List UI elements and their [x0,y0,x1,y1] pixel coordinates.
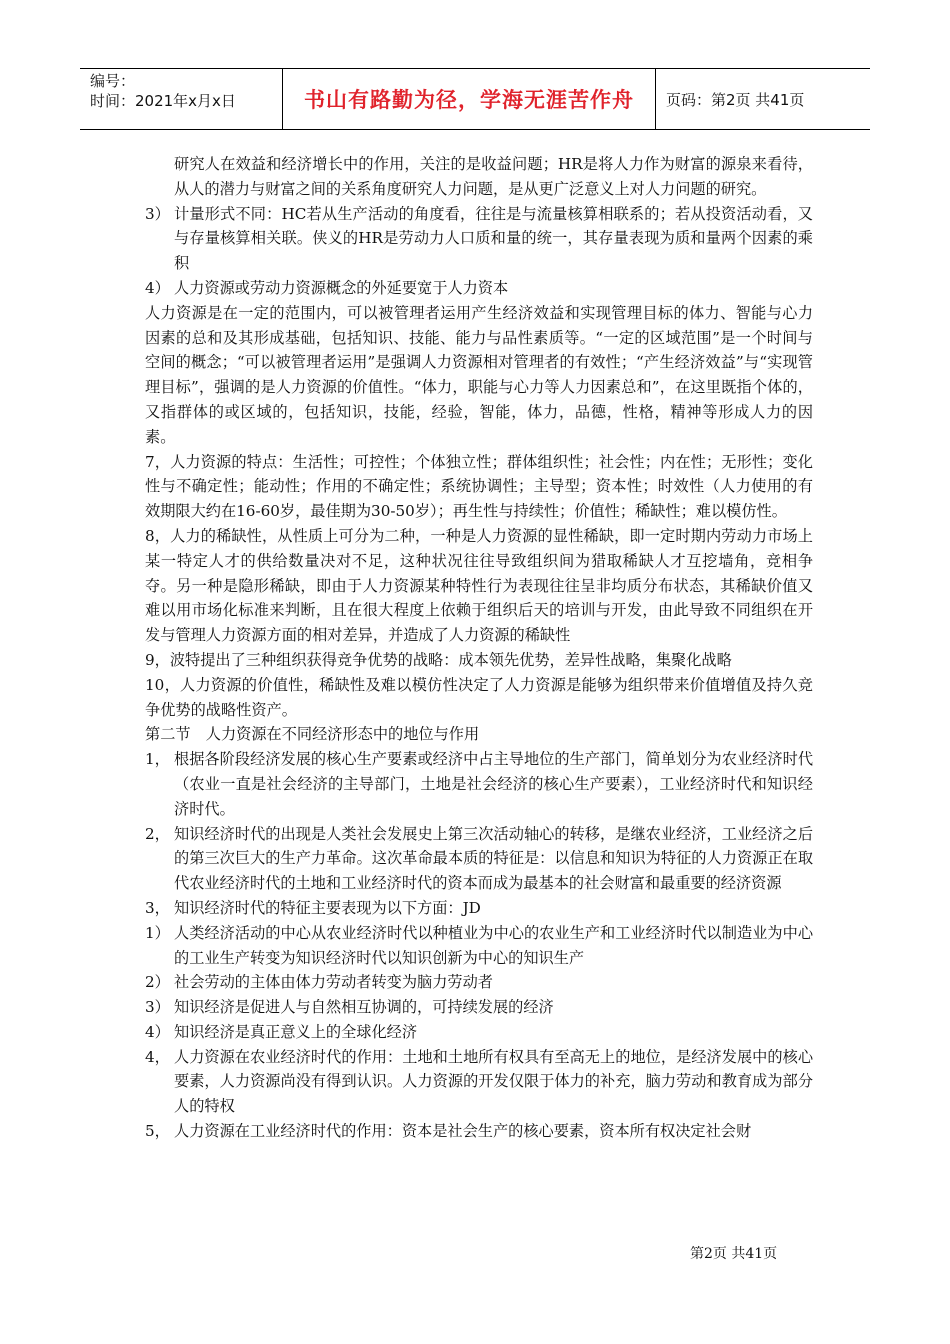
list-item [145,822,813,896]
header-meta [80,69,283,129]
list-item [145,970,813,995]
list-item-text: 知识经济时代的特征主要表现为以下方面：JD [174,898,481,917]
paragraph: 8，人力的稀缺性，从性质上可分为二种，一种是人力资源的显性稀缺，即一定时期内劳动力市场上某一特定人才的供给数量决对不足，这种状况往往导致组织间为猎取稀缺人才互挖墙角，竞相争夺。另一种是隐形稀缺，即由于人力资源某种特性行为表现往往呈非均质分布状态，其稀缺价值又难以用市场化标准来判断，且在很大程度上依赖于组织后天的培训与开发，由此导致不同组织在开发与管理人力资源方面的相对差异，并造成了人力资源的稀缺性 [145,526,813,645]
code-label: 编号： [90,72,136,90]
list-item-number: 2， [145,824,170,843]
list-item-number: 1， [145,750,170,769]
list-item-number: 4） [145,1022,170,1041]
document-body [145,152,813,1144]
paragraph: 7，人力资源的特点：生活性；可控性；个体独立性；群体组织性；社会性；内在性；无形性；变化性与不确定性；能动性；作用的不确定性；系统协调性；主导型；资本性；时效性（人力使用的有效期限大约在16-60岁，最佳期为30-50岁）；再生性与持续性；价值性；稀缺性；难以模仿性。 [145,452,813,521]
list-item-text: 人力资源在工业经济时代的作用：资本是社会生产的核心要素，资本所有权决定社会财 [174,1122,752,1141]
paragraph: 研究人在效益和经济增长中的作用，关注的是收益问题；HR是将人力作为财富的源泉来看待，从人的潜力与财富之间的关系角度研究人力问题，是从更广泛意义上对人力问题的研究。 [174,155,813,198]
header-motto: 书山有路勤为径，学海无涯苦作舟 [283,69,656,129]
list-item-text: 人力资源在农业经济时代的作用：土地和土地所有权具有至高无上的地位，是经济发展中的核心要素，人力资源尚没有得到认识。人力资源的开发仅限于体力的补充，脑力劳动和教育成为部分人的特权 [174,1047,813,1116]
list-item [145,1045,813,1119]
list-item-number: 1） [145,923,170,942]
paragraph: 10，人力资源的价值性，稀缺性及难以模仿性决定了人力资源是能够为组织带来价值增值及持久竞争优势的战略性资产。 [145,675,813,719]
list-item [145,1020,813,1045]
paragraph: 第二节 人力资源在不同经济形态中的地位与作用 [145,725,480,744]
header-page-info: 页码：第2页 共41页 [666,90,805,109]
page-header [80,68,870,130]
list-item-text: 根据各阶段经济发展的核心生产要素或经济中占主导地位的生产部门，简单划分为农业经济时代（农业一直是社会经济的主导部门，土地是社会经济的核心生产要素），工业经济时代和知识经济时代。 [174,750,813,818]
list-item [145,202,813,276]
list-item-number: 3） [145,998,170,1017]
page-footer: 第2页 共41页 [690,1246,778,1262]
list-item-text: 人力资源或劳动力资源概念的外延要宽于人力资本 [174,278,509,297]
list-item-number: 4） [145,278,170,297]
list-item-text: 社会劳动的主体由体力劳动者转变为脑力劳动者 [174,973,493,992]
paragraph: 9，波特提出了三种组织获得竞争优势的战略：成本领先优势，差异性战略，集聚化战略 [145,650,732,669]
list-item-text: 知识经济是真正意义上的全球化经济 [174,1022,417,1041]
list-item-text: 计量形式不同：HC若从生产活动的角度看，往往是与流量核算相联系的；若从投资活动看，又与存量核算相关联。侠义的HR是劳动力人口质和量的统一，其存量表现为质和量两个因素的乘积 [174,204,813,273]
list-item-number: 4， [145,1047,170,1066]
list-item [145,921,813,971]
list-item-text: 人类经济活动的中心从农业经济时代以种植业为中心的农业生产和工业经济时代以制造业为中心的工业生产转变为知识经济时代以知识创新为中心的知识生产 [174,923,813,967]
list-item-number: 2） [145,973,170,992]
list-item-number: 5， [145,1122,170,1141]
list-item-number: 3， [145,898,170,917]
date-label: 时间：2021年x月x日 [90,92,236,110]
paragraph: 人力资源是在一定的范围内，可以被管理者运用产生经济效益和实现管理目标的体力、智能与心力因素的总和及其形成基础，包括知识、技能、能力与品性素质等。“一定的区域范围”是一个时间与空间的概念；“可以被管理者运用”是强调人力资源相对管理者的有效性；“产生经济效益”与“实现管理目标”，强调的是人力资源的价值性。“体力，职能与心力等人力因素总和”，在这里既指个体的，又指群体的或区域的，包括知识，技能，经验，智能，体力，品德，性格，精神等形成人力的因素。 [145,303,813,446]
list-item [145,995,813,1020]
list-item [145,276,813,301]
list-item-text: 知识经济时代的出现是人类社会发展史上第三次活动轴心的转移，是继农业经济，工业经济之后的第三次巨大的生产力革命。这次革命最本质的特征是：以信息和知识为特征的人力资源正在取代农业经济时代的土地和工业经济时代的资本而成为最基本的社会财富和最重要的经济资源 [174,824,813,893]
list-item [145,1119,813,1144]
list-item [145,747,813,821]
list-item-text: 知识经济是促进人与自然相互协调的，可持续发展的经济 [174,998,554,1017]
list-item [145,896,813,921]
list-item-number: 3） [145,204,170,223]
